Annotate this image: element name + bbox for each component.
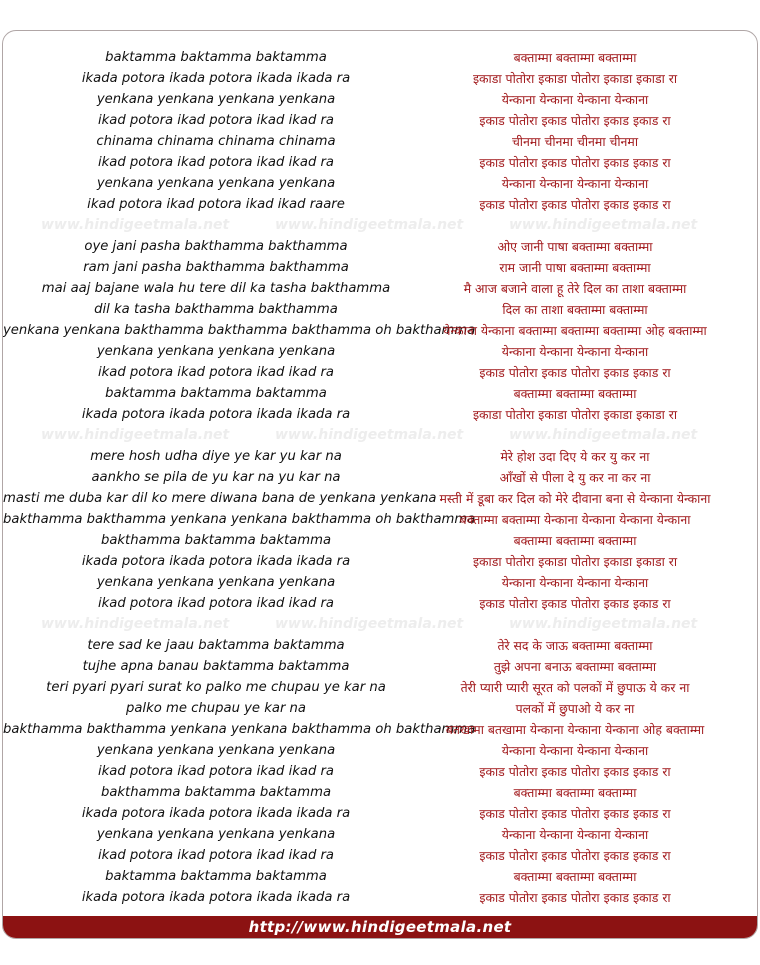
hindi-lyric: येन्काना येन्काना येन्काना येन्काना xyxy=(501,176,649,191)
hindi-lyric: बक्ताम्मा बक्ताम्मा बक्ताम्मा xyxy=(513,869,637,884)
hindi-lyric: बक्ताम्मा बक्ताम्मा बक्ताम्मा xyxy=(513,386,637,401)
hindi-lyric: इकाड पोतोरा इकाड पोतोरा इकाड इकाड रा xyxy=(479,113,671,128)
watermark-text: www.hindigeetmala.net xyxy=(41,217,230,233)
lyric-line xyxy=(3,635,757,656)
lyric-line xyxy=(3,887,757,908)
lyrics-body xyxy=(3,47,757,908)
english-lyric: yenkana yenkana yenkana yenkana xyxy=(96,743,336,758)
hindi-lyric: बक्ताम्मा बक्ताम्मा बक्ताम्मा xyxy=(513,533,637,548)
english-lyric: bakthamma baktamma baktamma xyxy=(100,533,332,548)
hindi-lyric: इकाड पोतोरा इकाड पोतोरा इकाड इकाड रा xyxy=(479,764,671,779)
hindi-lyric: दिल का ताशा बक्ताम्मा बक्ताम्मा xyxy=(502,302,648,317)
english-lyric: chinama chinama chinama chinama xyxy=(96,134,336,149)
watermark-text: www.hindigeetmala.net xyxy=(509,427,698,443)
lyric-line xyxy=(3,845,757,866)
english-lyric: yenkana yenkana yenkana yenkana xyxy=(96,827,336,842)
lyric-line xyxy=(3,572,757,593)
lyric-line xyxy=(3,383,757,404)
english-lyric: mere hosh udha diye ye kar yu kar na xyxy=(90,449,342,464)
hindi-lyric: मै आज बजाने वाला हू तेरे दिल का ताशा बक्ताम्मा xyxy=(463,281,687,296)
english-lyric: ikad potora ikad potora ikad ikad ra xyxy=(97,848,335,863)
english-lyric: ikada potora ikada potora ikada ikada ra xyxy=(81,407,351,422)
english-lyric: ikad potora ikad potora ikad ikad ra xyxy=(97,155,335,170)
english-lyric: dil ka tasha bakthamma bakthamma xyxy=(94,302,338,317)
english-lyric: ikad potora ikad potora ikad ikad ra xyxy=(97,113,335,128)
lyric-line xyxy=(3,719,757,740)
lyric-line xyxy=(3,194,757,215)
hindi-lyric: चीनमा चीनमा चीनमा चीनमा xyxy=(511,134,639,149)
english-lyric: palko me chupau ye kar na xyxy=(125,701,306,716)
lyric-line xyxy=(3,803,757,824)
hindi-lyric: बक्ताम्मा बक्ताम्मा येन्काना येन्काना येन्काना येन्काना xyxy=(459,512,691,527)
watermark xyxy=(3,215,757,236)
lyric-line xyxy=(3,341,757,362)
english-lyric: baktamma baktamma baktamma xyxy=(105,50,327,65)
hindi-lyric: येन्काना येन्काना येन्काना येन्काना xyxy=(501,575,649,590)
hindi-lyric: येन्काना येन्काना येन्काना येन्काना xyxy=(501,344,649,359)
watermark-text: www.hindigeetmala.net xyxy=(275,427,464,443)
english-lyric: yenkana yenkana yenkana yenkana xyxy=(96,92,336,107)
watermark xyxy=(3,425,757,446)
english-lyric: yenkana yenkana yenkana yenkana xyxy=(96,575,336,590)
hindi-lyric: इकाडा पोतोरा इकाडा पोतोरा इकाडा इकाडा रा xyxy=(472,554,678,569)
english-lyric: ikada potora ikada potora ikada ikada ra xyxy=(81,806,351,821)
watermark-text: www.hindigeetmala.net xyxy=(41,616,230,632)
english-lyric: ikad potora ikad potora ikad ikad raare xyxy=(87,197,345,212)
hindi-lyric: इकाड पोतोरा इकाड पोतोरा इकाड इकाड रा xyxy=(479,848,671,863)
hindi-lyric: इकाड पोतोरा इकाड पोतोरा इकाड इकाड रा xyxy=(479,365,671,380)
lyric-line xyxy=(3,656,757,677)
hindi-lyric: मेरे होश उदा दिए ये कर यु कर ना xyxy=(500,449,650,464)
watermark-text: www.hindigeetmala.net xyxy=(275,616,464,632)
english-lyric: tujhe apna banau baktamma baktamma xyxy=(82,659,350,674)
hindi-lyric: पलकों में छुपाओ ये कर ना xyxy=(515,701,635,716)
lyric-line xyxy=(3,404,757,425)
hindi-lyric: इकाडा पोतोरा इकाडा पोतोरा इकाडा इकाडा रा xyxy=(472,71,678,86)
lyric-line xyxy=(3,257,757,278)
english-lyric: masti me duba kar dil ko mere diwana bana de yenkana yenkana xyxy=(3,491,437,506)
lyric-line xyxy=(3,362,757,383)
hindi-lyric: येन्काना येन्काना येन्काना येन्काना xyxy=(501,92,649,107)
hindi-lyric: तुझे अपना बनाऊ बक्ताम्मा बक्ताम्मा xyxy=(493,659,657,674)
watermark-text: www.hindigeetmala.net xyxy=(509,217,698,233)
lyric-line xyxy=(3,320,757,341)
lyric-line xyxy=(3,551,757,572)
lyric-line xyxy=(3,236,757,257)
watermark-text: www.hindigeetmala.net xyxy=(509,616,698,632)
lyrics-frame xyxy=(2,30,758,939)
english-lyric: bakthamma bakthamma yenkana yenkana bakthamma oh bakthamma xyxy=(3,722,476,737)
hindi-lyric: येन्काना येन्काना येन्काना येन्काना xyxy=(501,743,649,758)
english-lyric: ikada potora ikada potora ikada ikada ra xyxy=(81,890,351,905)
watermark-row xyxy=(3,614,757,635)
lyric-line xyxy=(3,740,757,761)
english-lyric: bakthamma baktamma baktamma xyxy=(100,785,332,800)
watermark-text: www.hindigeetmala.net xyxy=(275,217,464,233)
lyric-line xyxy=(3,761,757,782)
watermark-row xyxy=(3,425,757,446)
lyric-line xyxy=(3,677,757,698)
lyric-line xyxy=(3,467,757,488)
watermark-text: www.hindigeetmala.net xyxy=(41,427,230,443)
english-lyric: ikad potora ikad potora ikad ikad ra xyxy=(97,764,335,779)
footer-bar xyxy=(3,916,757,938)
watermark-row xyxy=(3,215,757,236)
english-lyric: ikad potora ikad potora ikad ikad ra xyxy=(97,365,335,380)
hindi-lyric: राम जानी पाषा बक्ताम्मा बक्ताम्मा xyxy=(499,260,651,275)
watermark xyxy=(3,614,757,635)
lyric-line xyxy=(3,824,757,845)
lyric-line xyxy=(3,446,757,467)
lyric-line xyxy=(3,152,757,173)
hindi-lyric: बक्ताम्मा बक्ताम्मा बक्ताम्मा xyxy=(513,50,637,65)
lyric-line xyxy=(3,278,757,299)
lyric-line xyxy=(3,110,757,131)
hindi-lyric: बतखामा बतखामा येन्काना येन्काना येन्काना ओह बक्ताम्मा xyxy=(445,722,705,737)
english-lyric: ikada potora ikada potora ikada ikada ra xyxy=(81,71,351,86)
hindi-lyric: येन्काना येन्काना बक्ताम्मा बक्ताम्मा बक्ताम्मा ओह बक्ताम्मा xyxy=(443,323,707,338)
english-lyric: mai aaj bajane wala hu tere dil ka tasha bakthamma xyxy=(41,281,391,296)
english-lyric: yenkana yenkana yenkana yenkana xyxy=(96,344,336,359)
lyric-line xyxy=(3,782,757,803)
hindi-lyric: इकाडा पोतोरा इकाडा पोतोरा इकाडा इकाडा रा xyxy=(472,407,678,422)
english-lyric: ikad potora ikad potora ikad ikad ra xyxy=(97,596,335,611)
hindi-lyric: ओए जानी पाषा बक्ताम्मा बक्ताम्मा xyxy=(497,239,653,254)
english-lyric: oye jani pasha bakthamma bakthamma xyxy=(84,239,348,254)
hindi-lyric: इकाड पोतोरा इकाड पोतोरा इकाड इकाड रा xyxy=(479,596,671,611)
english-lyric: bakthamma bakthamma yenkana yenkana bakthamma oh bakthamma xyxy=(3,512,476,527)
lyric-line xyxy=(3,530,757,551)
english-lyric: ikada potora ikada potora ikada ikada ra xyxy=(81,554,351,569)
hindi-lyric: तेरी प्यारी प्यारी सूरत को पलकों में छुपाऊ ये कर ना xyxy=(460,680,690,695)
hindi-lyric: इकाड पोतोरा इकाड पोतोरा इकाड इकाड रा xyxy=(479,197,671,212)
lyric-line xyxy=(3,47,757,68)
hindi-lyric: आँखों से पीला दे यु कर ना कर ना xyxy=(499,470,651,485)
lyric-line xyxy=(3,299,757,320)
hindi-lyric: तेरे सद के जाऊ बक्ताम्मा बक्ताम्मा xyxy=(497,638,653,653)
english-lyric: teri pyari pyari surat ko palko me chupau ye kar na xyxy=(46,680,386,695)
english-lyric: baktamma baktamma baktamma xyxy=(105,386,327,401)
hindi-lyric: मस्ती में डूबा कर दिल को मेरे दीवाना बना से येन्काना येन्काना xyxy=(439,491,711,506)
english-lyric: yenkana yenkana yenkana yenkana xyxy=(96,176,336,191)
hindi-lyric: इकाड पोतोरा इकाड पोतोरा इकाड इकाड रा xyxy=(479,155,671,170)
lyric-line xyxy=(3,68,757,89)
lyric-line xyxy=(3,173,757,194)
lyric-line xyxy=(3,89,757,110)
lyric-line xyxy=(3,593,757,614)
english-lyric: ram jani pasha bakthamma bakthamma xyxy=(83,260,349,275)
lyric-line xyxy=(3,131,757,152)
english-lyric: yenkana yenkana bakthamma bakthamma bakthamma oh bakthamma xyxy=(3,323,476,338)
hindi-lyric: येन्काना येन्काना येन्काना येन्काना xyxy=(501,827,649,842)
hindi-lyric: बक्ताम्मा बक्ताम्मा बक्ताम्मा xyxy=(513,785,637,800)
lyric-line xyxy=(3,509,757,530)
footer-site-link[interactable]: http://www.hindigeetmala.net xyxy=(248,918,512,936)
english-lyric: tere sad ke jaau baktamma baktamma xyxy=(87,638,345,653)
lyric-line xyxy=(3,866,757,887)
hindi-lyric: इकाड पोतोरा इकाड पोतोरा इकाड इकाड रा xyxy=(479,806,671,821)
english-lyric: aankho se pila de yu kar na yu kar na xyxy=(91,470,341,485)
lyric-line xyxy=(3,698,757,719)
english-lyric: baktamma baktamma baktamma xyxy=(105,869,327,884)
lyric-line xyxy=(3,488,757,509)
hindi-lyric: इकाड पोतोरा इकाड पोतोरा इकाड इकाड रा xyxy=(479,890,671,905)
